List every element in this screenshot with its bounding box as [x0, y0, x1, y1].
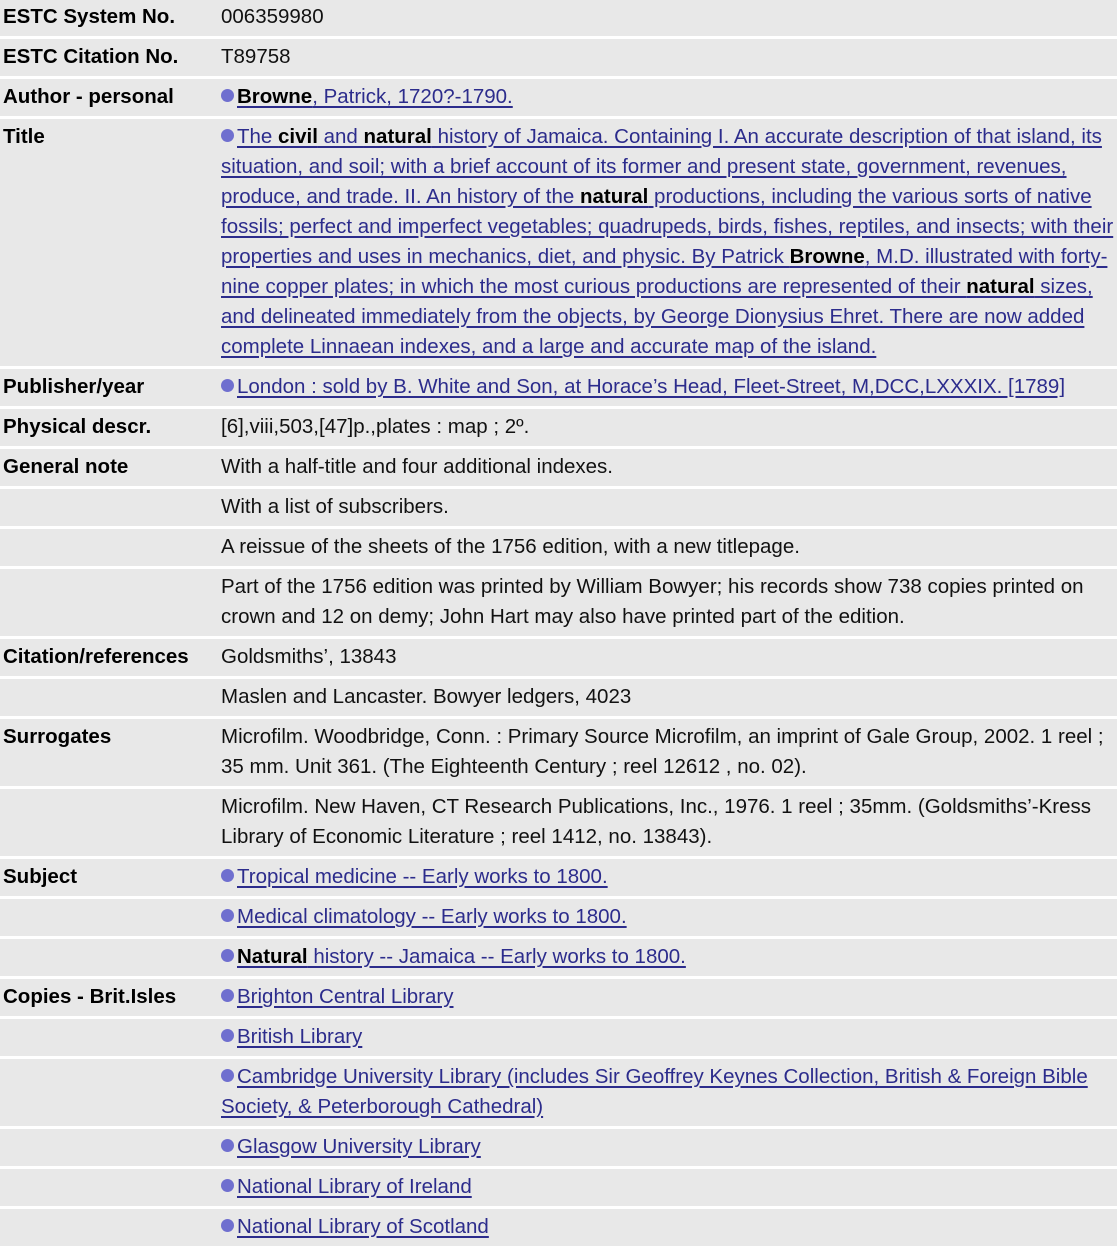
field-label-empty [0, 1059, 200, 1126]
field-label-empty [0, 1019, 200, 1056]
bullet-icon [221, 949, 234, 962]
field-label-empty [0, 1169, 200, 1206]
field-label: Copies - Brit.Isles [0, 979, 200, 1016]
field-label: Physical descr. [0, 409, 200, 446]
field-value: T89758 [200, 39, 1117, 76]
library-link[interactable]: Glasgow University Library [237, 1135, 481, 1158]
subject-link[interactable]: Tropical medicine -- Early works to 1800. [237, 865, 608, 888]
field-value [200, 979, 1117, 1016]
row-surrogates [0, 789, 1117, 856]
note-text: A reissue of the sheets of the 1756 edition, with a new titlepage. [200, 529, 1117, 566]
row-copies [0, 1059, 1117, 1126]
field-value [200, 899, 1117, 936]
field-label-empty [0, 789, 200, 856]
library-link[interactable]: Cambridge University Library (includes Sir Geoffrey Keynes Collection, British & Foreign Bible Society, & Peterborough Cathedral) [221, 1065, 1088, 1118]
field-value [200, 1019, 1117, 1056]
field-value [200, 79, 1117, 116]
field-label-empty [0, 679, 200, 716]
library-link[interactable]: British Library [237, 1025, 363, 1048]
field-label: Surrogates [0, 719, 200, 786]
row-publisher [0, 369, 1117, 406]
row-subject [0, 859, 1117, 896]
field-label-empty [0, 529, 200, 566]
bullet-icon [221, 1179, 234, 1192]
row-author [0, 79, 1117, 116]
row-copies [0, 979, 1117, 1016]
field-label: Title [0, 119, 200, 366]
row-system-no [0, 0, 1117, 36]
surrogate-text: Microfilm. New Haven, CT Research Publications, Inc., 1976. 1 reel ; 35mm. (Goldsmiths’-Kress Library of Economic Literature ; reel 1412, no. 13843). [200, 789, 1117, 856]
row-copies [0, 1209, 1117, 1246]
subject-link[interactable]: Medical climatology -- Early works to 1800. [237, 905, 627, 928]
library-link[interactable]: Brighton Central Library [237, 985, 454, 1008]
field-value [200, 1169, 1117, 1206]
bullet-icon [221, 129, 234, 142]
row-physical [0, 409, 1117, 446]
field-label-empty [0, 489, 200, 526]
author-link[interactable]: Browne, Patrick, 1720?-1790. [237, 85, 513, 108]
row-copies [0, 1129, 1117, 1166]
bullet-icon [221, 1069, 234, 1082]
bullet-icon [221, 989, 234, 1002]
field-value: [6],viii,503,[47]p.,plates : map ; 2º. [200, 409, 1117, 446]
field-label: Publisher/year [0, 369, 200, 406]
citation-text: Maslen and Lancaster. Bowyer ledgers, 4023 [200, 679, 1117, 716]
row-copies [0, 1169, 1117, 1206]
row-subject [0, 899, 1117, 936]
row-general-note [0, 489, 1117, 526]
field-label-empty [0, 1129, 200, 1166]
field-label: Citation/references [0, 639, 200, 676]
field-label: General note [0, 449, 200, 486]
row-citation-no [0, 39, 1117, 76]
bullet-icon [221, 379, 234, 392]
field-value [200, 859, 1117, 896]
row-general-note [0, 529, 1117, 566]
field-value [200, 1209, 1117, 1246]
library-link[interactable]: National Library of Ireland [237, 1175, 472, 1198]
row-general-note [0, 569, 1117, 636]
row-general-note [0, 449, 1117, 486]
row-copies [0, 1019, 1117, 1056]
publisher-link[interactable]: London : sold by B. White and Son, at Horace’s Head, Fleet-Street, M,DCC,LXXXIX. [1789] [237, 375, 1066, 398]
field-label: Author - personal [0, 79, 200, 116]
row-citation [0, 639, 1117, 676]
field-value: 006359980 [200, 0, 1117, 36]
bullet-icon [221, 1219, 234, 1232]
note-text: Part of the 1756 edition was printed by William Bowyer; his records show 738 copies printed on crown and 12 on demy; John Hart may also have printed part of the edition. [200, 569, 1117, 636]
bullet-icon [221, 89, 234, 102]
subject-link[interactable]: Natural history -- Jamaica -- Early works to 1800. [237, 945, 686, 968]
row-surrogates [0, 719, 1117, 786]
field-label-empty [0, 899, 200, 936]
bullet-icon [221, 1139, 234, 1152]
bullet-icon [221, 909, 234, 922]
field-value [200, 369, 1117, 406]
field-label: ESTC Citation No. [0, 39, 200, 76]
note-text: With a half-title and four additional indexes. [200, 449, 1117, 486]
field-value [200, 1059, 1117, 1126]
row-citation [0, 679, 1117, 716]
title-link[interactable]: The civil and natural history of Jamaica. Containing I. An accurate description of that island, its situation, and soil; with a brief account of its former and present state, government, revenues, produce, and trade. II. An history of the natural productions, including the various sorts of native fossils; perfect and imperfect vegetables; quadrupeds, birds, fishes, reptiles, and insects; with their properties and uses in mechanics, diet, and physic. By Patrick Browne, M.D. illustrated with forty-nine copper plates; in which the most curious productions are represented of their natural sizes, and delineated immediately from the objects, by George Dionysius Ehret. There are now added complete Linnaean indexes, and a large and accurate map of the island. [221, 125, 1114, 358]
field-label-empty [0, 939, 200, 976]
library-link[interactable]: National Library of Scotland [237, 1215, 489, 1238]
field-label-empty [0, 569, 200, 636]
row-subject [0, 939, 1117, 976]
field-value [200, 1129, 1117, 1166]
surrogate-text: Microfilm. Woodbridge, Conn. : Primary Source Microfilm, an imprint of Gale Group, 2002. 1 reel ; 35 mm. Unit 361. (The Eighteenth Century ; reel 12612 , no. 02). [200, 719, 1117, 786]
bullet-icon [221, 869, 234, 882]
field-label-empty [0, 1209, 200, 1246]
field-value [200, 939, 1117, 976]
row-title [0, 119, 1117, 366]
field-label: ESTC System No. [0, 0, 200, 36]
note-text: With a list of subscribers. [200, 489, 1117, 526]
citation-text: Goldsmiths’, 13843 [200, 639, 1117, 676]
field-value [200, 119, 1117, 366]
bullet-icon [221, 1029, 234, 1042]
field-label: Subject [0, 859, 200, 896]
